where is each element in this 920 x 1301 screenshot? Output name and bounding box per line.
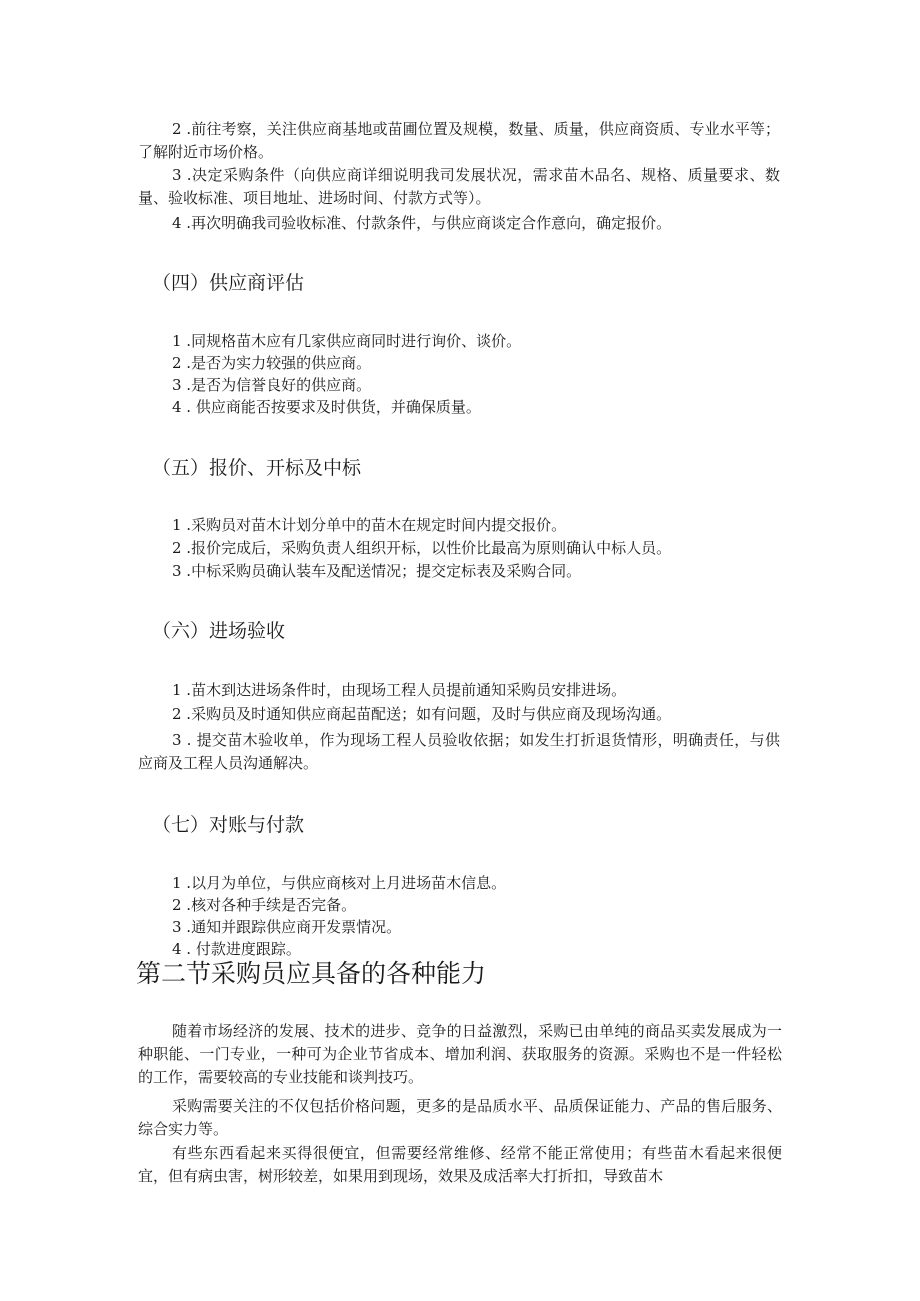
body-paragraph: 随着市场经济的发展、技术的进步、竞争的日益激烈，采购已由单纯的商品买卖发展成为一种职能、一门专业，一种可为企业节省成本、增加利润、获取服务的资源。采购也不是一件轻松的工作，需要较高的专业技能和谈判技巧。 xyxy=(138,1022,782,1086)
list-item: 2 .前往考察，关注供应商基地或苗圃位置及规模，数量、质量，供应商资质、专业水平等；了解附近市场价格。 xyxy=(138,120,780,161)
chapter-title: 第二节采购员应具备的各种能力 xyxy=(136,959,487,988)
list-item: 4 . 付款进度跟踪。 xyxy=(172,940,301,958)
section-heading: （五）报价、开标及中标 xyxy=(152,457,362,479)
list-item: 3 .通知并跟踪供应商开发票情况。 xyxy=(172,918,402,936)
section-heading: （四）供应商评估 xyxy=(152,272,305,294)
list-item: 1 .苗木到达进场条件时，由现场工程人员提前通知采购员安排进场。 xyxy=(172,681,627,699)
section-heading: （七）对账与付款 xyxy=(152,814,305,836)
list-item: 2 .采购员及时通知供应商起苗配送；如有问题，及时与供应商及现场沟通。 xyxy=(172,705,672,723)
list-item: 1 .同规格苗木应有几家供应商同时进行询价、谈价。 xyxy=(172,332,522,350)
list-item: 1 .以月为单位，与供应商核对上月进场苗木信息。 xyxy=(172,874,507,892)
body-paragraph: 采购需要关注的不仅包括价格问题，更多的是品质水平、品质保证能力、产品的售后服务、综合实力等。 xyxy=(138,1097,782,1138)
list-item: 2 .是否为实力较强的供应商。 xyxy=(172,354,372,372)
section-heading: （六）进场验收 xyxy=(152,620,286,642)
list-item: 2 .核对各种手续是否完备。 xyxy=(172,896,357,914)
list-item: 3 . 提交苗木验收单，作为现场工程人员验收依据；如发生打折退货情形，明确责任，与供应商及工程人员沟通解决。 xyxy=(138,731,780,772)
body-paragraph: 有些东西看起来买得很便宜，但需要经常维修、经常不能正常使用；有些苗木看起来很便宜，但有病虫害，树形较差，如果用到现场，效果及成活率大打折扣，导致苗木 xyxy=(138,1144,782,1185)
list-item: 4 .再次明确我司验收标准、付款条件，与供应商谈定合作意向，确定报价。 xyxy=(172,214,672,232)
list-item: 1 .采购员对苗木计划分单中的苗木在规定时间内提交报价。 xyxy=(172,516,567,534)
list-item: 3 .是否为信誉良好的供应商。 xyxy=(172,376,372,394)
list-item: 4 . 供应商能否按要求及时供货，并确保质量。 xyxy=(172,398,481,416)
list-item: 3 .决定采购条件（向供应商详细说明我司发展状况，需求苗木品名、规格、质量要求、数量、验收标准、项目地址、进场时间、付款方式等）。 xyxy=(138,166,780,207)
list-item: 3 .中标采购员确认装车及配送情况；提交定标表及采购合同。 xyxy=(172,562,582,580)
list-item: 2 .报价完成后，采购负责人组织开标，以性价比最高为原则确认中标人员。 xyxy=(172,539,672,557)
